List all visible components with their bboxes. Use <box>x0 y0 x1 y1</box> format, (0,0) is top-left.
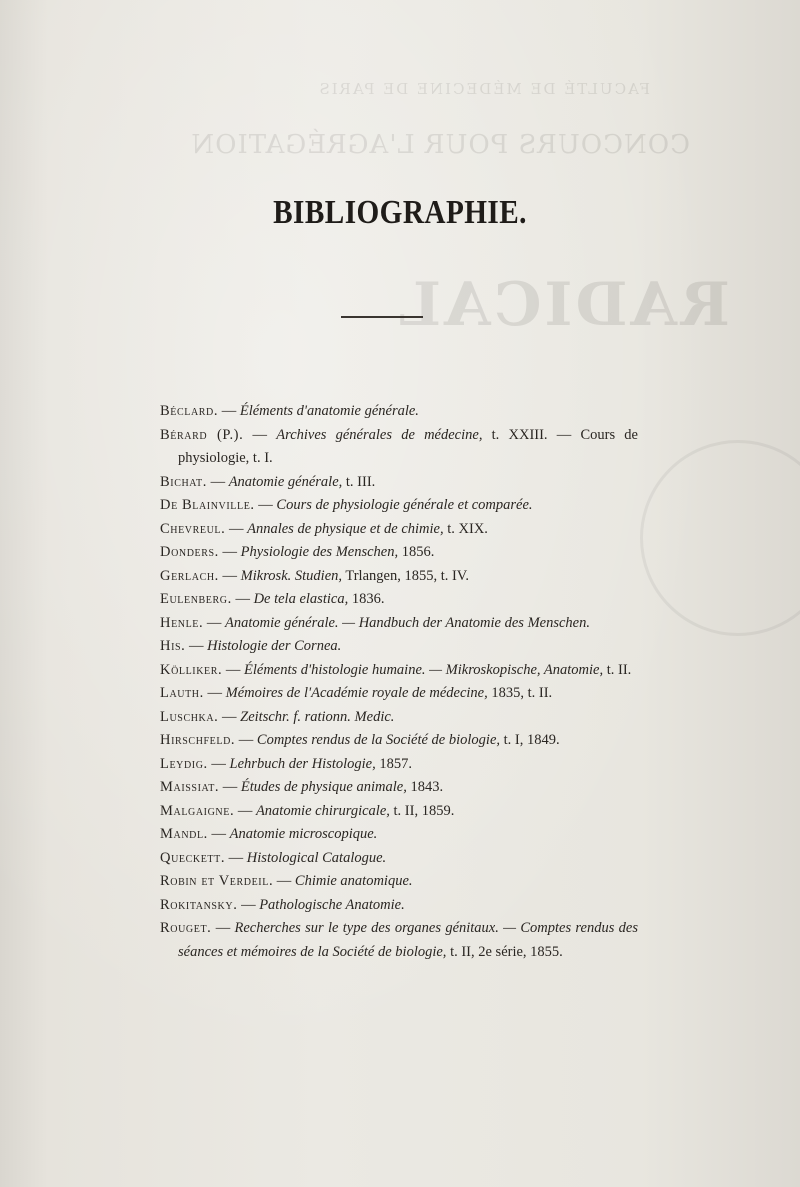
entry-details: Trlangen, 1855, t. IV. <box>342 567 470 584</box>
bibliography-list <box>160 400 638 964</box>
entry-separator: — <box>234 802 256 819</box>
entry-separator: — <box>206 473 229 490</box>
entry-work: Éléments d'anatomie générale. <box>239 403 419 419</box>
entry-separator: — <box>219 779 241 795</box>
entry-details: 1835, t. II. <box>487 685 553 701</box>
entry-work: Histologie der Cornea. <box>207 638 342 654</box>
entry-details: t. III. <box>342 473 376 490</box>
entry-separator: — <box>207 826 230 842</box>
entry-author: Kölliker. <box>160 661 223 678</box>
entry-author: Leydig. <box>160 755 208 772</box>
entry-work: Anatomie chirurgicale, <box>255 802 390 819</box>
entry-author: Queckett. <box>160 849 226 866</box>
entry-separator: — <box>211 920 235 936</box>
entry-work: Annales de physique et de chimie, <box>247 520 444 537</box>
entry-details: t. XIX. <box>443 520 488 537</box>
entry-work: Études de physique animale, <box>240 779 407 795</box>
entry-separator: — <box>235 732 257 748</box>
entry-work: Cours de physiologie générale et comparée. <box>276 497 533 513</box>
entry-author: Béclard. <box>160 403 219 419</box>
entry-separator: — <box>185 638 208 654</box>
bibliography-entry <box>160 518 638 542</box>
bibliography-entry <box>160 494 638 518</box>
entry-separator: — <box>273 873 295 889</box>
entry-work: Recherches sur le type des organes génitaux. — Comptes rendus des séances et mémoires de la Société de biologie, <box>178 920 639 960</box>
entry-details: 1843. <box>406 779 444 795</box>
entry-details: 1836. <box>348 591 385 607</box>
entry-author: Gerlach. <box>160 567 219 584</box>
entry-separator: — <box>203 685 226 701</box>
entry-author: Bérard (P.). <box>160 426 244 443</box>
entry-work: Pathologische Anatomie. <box>259 896 405 913</box>
entry-details: 1856. <box>398 544 435 560</box>
entry-work: Zeitschr. f. rationn. Medic. <box>240 708 395 725</box>
page-title: BIBLIOGRAPHIE. <box>273 194 527 231</box>
entry-author: Chevreul. <box>160 520 226 537</box>
bibliography-entry <box>160 565 638 589</box>
entry-author: Malgaigne. <box>160 802 235 819</box>
bibliography-entry <box>160 400 638 424</box>
bibliography-entry <box>160 776 638 800</box>
entry-separator: — <box>218 708 241 725</box>
entry-work: Chimie anatomique. <box>294 873 413 889</box>
entry-author: Hirschfeld. <box>160 732 236 748</box>
entry-author: Bichat. <box>160 473 207 490</box>
bibliography-entry <box>160 682 638 706</box>
entry-author: His. <box>160 638 186 654</box>
bibliography-entry <box>160 753 638 777</box>
bibliography-entry <box>160 588 638 612</box>
entry-separator: — <box>225 849 247 866</box>
entry-separator: — <box>203 614 225 631</box>
entry-separator: — <box>254 497 277 513</box>
entry-work: Histological Catalogue. <box>246 849 387 866</box>
entry-separator: — <box>207 755 230 772</box>
entry-details: t. II. <box>603 661 632 678</box>
entry-separator: — <box>225 520 248 537</box>
entry-author: Luschka. <box>160 708 219 725</box>
bibliography-entry <box>160 894 638 918</box>
entry-details: 1857. <box>375 755 412 772</box>
entry-work: Archives générales de médecine, <box>276 426 483 443</box>
bibliography-entry <box>160 706 638 730</box>
entry-separator: — <box>231 591 254 607</box>
bibliography-entry <box>160 800 638 824</box>
entry-details: t. II, 1859. <box>389 802 455 819</box>
entry-separator: — <box>222 661 245 678</box>
title-rule <box>341 316 423 318</box>
entry-author: Maissiat. <box>160 779 220 795</box>
entry-author: Lauth. <box>160 685 204 701</box>
bibliography-entry <box>160 635 638 659</box>
faded-stamp <box>640 440 800 636</box>
entry-work: Lehrbuch der Histologie, <box>229 755 376 772</box>
entry-author: Robin et Verdeil. <box>160 873 274 889</box>
entry-author: Rouget. <box>160 920 212 936</box>
entry-work: De tela elastica, <box>253 591 349 607</box>
entry-work: Éléments d'histologie humaine. — Mikroskopische, Anatomie, <box>244 661 604 678</box>
entry-work: Mikrosk. Studien, <box>240 567 343 584</box>
bibliography-entry <box>160 541 638 565</box>
bibliography-entry <box>160 870 638 894</box>
entry-separator: — <box>218 403 240 419</box>
bibliography-entry <box>160 612 638 636</box>
entry-separator: — <box>243 426 277 443</box>
entry-author: Donders. <box>160 544 219 560</box>
entry-work: Anatomie générale. — Handbuch der Anatomie des Menschen. <box>225 614 590 631</box>
entry-separator: — <box>218 567 241 584</box>
entry-author: Eulenberg. <box>160 591 232 607</box>
entry-separator: — <box>237 896 260 913</box>
entry-details: t. II, 2e série, 1855. <box>446 943 563 960</box>
entry-author: De Blainville. <box>160 497 255 513</box>
entry-details: t. I, 1849. <box>500 732 560 748</box>
entry-details: t. XXIII. — Cours de physiologie, t. I. <box>178 426 638 466</box>
bibliography-entry <box>160 729 638 753</box>
entry-author: Henle. <box>160 614 204 631</box>
entry-separator: — <box>218 544 241 560</box>
entry-work: Mémoires de l'Académie royale de médecine, <box>225 685 488 701</box>
entry-work: Anatomie générale, <box>228 473 343 490</box>
show-through-text: FACULTÉ DE MÉDECINE DE PARIS CONCOURS POUR L'AGRÉGATION RADICAL <box>190 80 730 340</box>
bibliography-entry <box>160 424 638 471</box>
bibliography-entry <box>160 847 638 871</box>
entry-work: Physiologie des Menschen, <box>240 544 399 560</box>
bibliography-entry <box>160 471 638 495</box>
bibliography-entry <box>160 917 638 964</box>
entry-work: Anatomie microscopique. <box>229 826 378 842</box>
entry-author: Mandl. <box>160 826 208 842</box>
bibliography-entry <box>160 823 638 847</box>
bibliography-entry <box>160 659 638 683</box>
entry-work: Comptes rendus de la Société de biologie, <box>256 732 501 748</box>
entry-author: Rokitansky. <box>160 896 238 913</box>
